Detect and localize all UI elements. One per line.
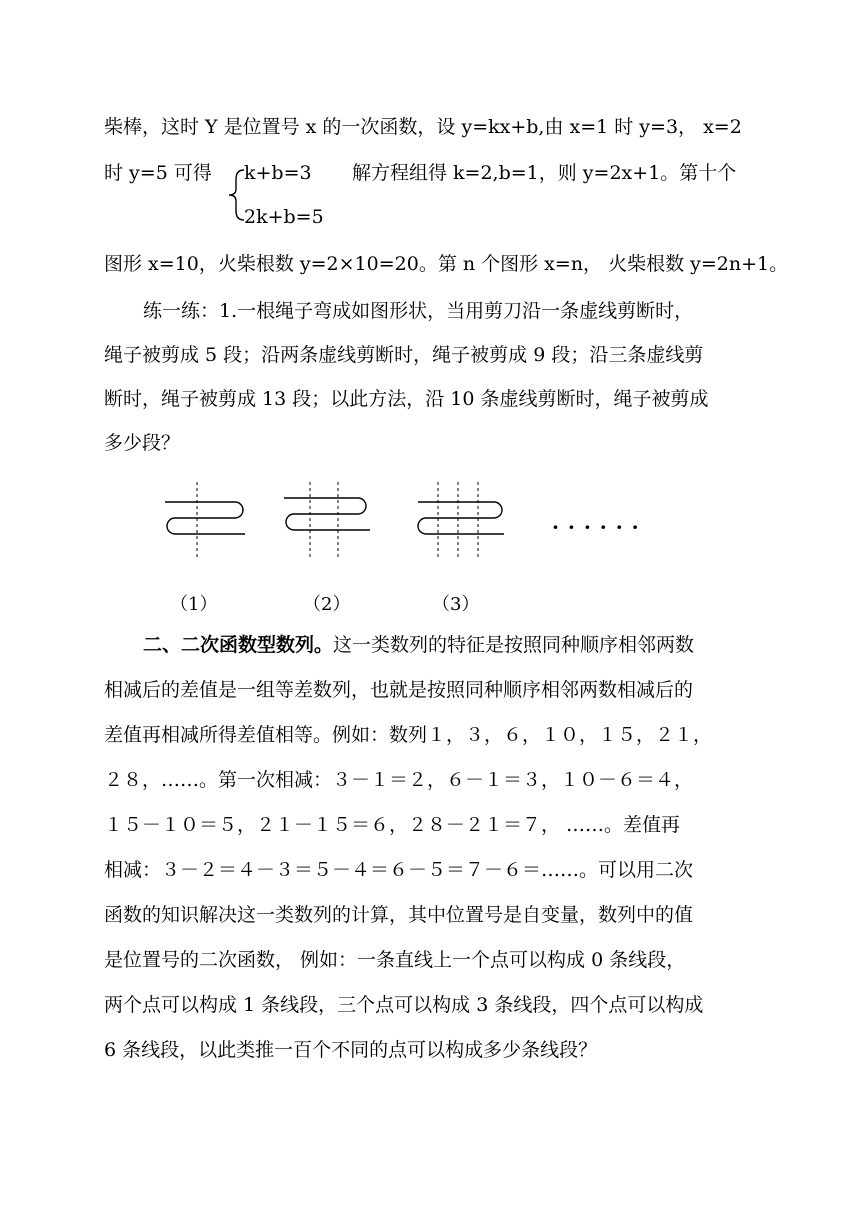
text-line: 多少段？	[104, 432, 181, 454]
text-line: 函数的知识解决这一类数列的计算，其中位置号是自变量，数列中的值	[104, 904, 694, 926]
rope-figure-2	[278, 478, 378, 562]
text-line: 时 y=5 可得	[104, 162, 212, 184]
figure-caption-1: （1）	[170, 594, 218, 615]
text-line: 是位置号的二次函数， 例如：一条直线上一个点可以构成 0 条线段，	[104, 949, 686, 971]
text-line: 柴棒，这时 Y 是位置号 x 的一次函数，设 y=kx+b,由 x=1 时 y=3， x=2	[104, 116, 742, 138]
text-line: 6 条线段，以此类推一百个不同的点可以构成多少条线段？	[104, 1039, 598, 1061]
system-equation-2: 2k+b=5	[244, 206, 324, 228]
text-line: 绳子被剪成 5 段；沿两条虚线剪断时，绳子被剪成 9 段；沿三条虚线剪	[104, 344, 704, 366]
section-paragraph-start	[143, 632, 694, 658]
text-line: 两个点可以构成 1 条线段，三个点可以构成 3 条线段，四个点可以构成	[104, 994, 704, 1016]
text-line: 练一练：1.一根绳子弯成如图形状，当用剪刀沿一条虚线剪断时，	[143, 300, 694, 322]
rope-figure-1	[160, 478, 250, 562]
text-line: 相减：３－２＝４－３＝５－４＝６－５＝７－６＝……。可以用二次	[104, 859, 694, 881]
text-line: ２８，……。第一次相减：３－１＝２，６－１＝３，１０－６＝４，	[104, 769, 694, 791]
text-line: 图形 x=10，火柴根数 y=2×10=20。第 n 个图形 x=n， 火柴根数 y=2n+1。	[104, 253, 789, 275]
text-line: 相减后的差值是一组等差数列，也就是按照同种顺序相邻两数相减后的	[104, 679, 694, 701]
system-equation-1: k+b=3	[244, 162, 312, 184]
text-line: 解方程组得 k=2,b=1，则 y=2x+1。第十个	[352, 162, 737, 184]
text-line: 断时，绳子被剪成 13 段；以此方法，沿 10 条虚线剪断时，绳子被剪成	[104, 388, 709, 410]
figure-caption-3: （3）	[432, 594, 480, 615]
text-span: 这一类数列的特征是按照同种顺序相邻两数	[333, 634, 695, 656]
rope-figure-3	[410, 478, 510, 562]
continuation-dots: · · · · · ·	[552, 515, 640, 539]
section-heading: 二、二次函数型数列。	[143, 634, 334, 656]
figure-caption-2: （2）	[303, 594, 351, 615]
text-line: 差值再相减所得差值相等。例如：数列１，３，６，１０，１５，２１，	[104, 724, 713, 746]
text-line: １５－１０＝５，２１－１５＝６，２８－２１＝７， ……。差值再	[104, 814, 681, 836]
